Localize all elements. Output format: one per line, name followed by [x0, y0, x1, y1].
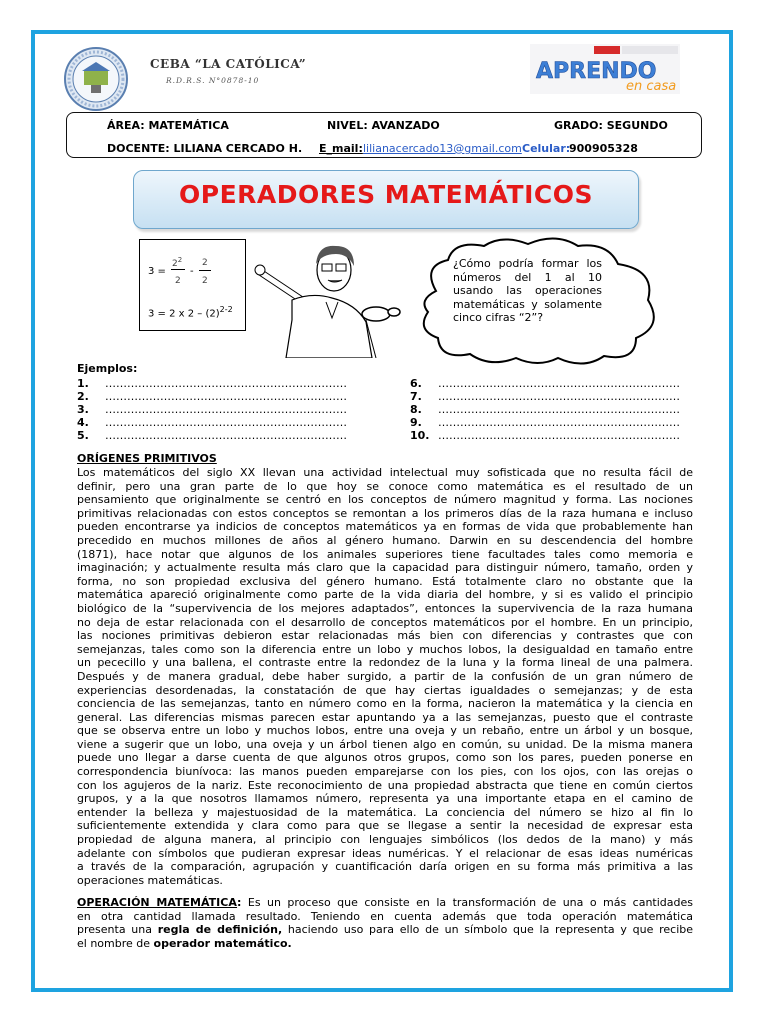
example-line: 1. …………………………………………………………	[77, 377, 347, 390]
operacion-heading: OPERACIÓN MATEMÁTICA	[77, 896, 238, 909]
phone-label: Celular:	[522, 142, 571, 155]
paragraph-line: general. Las diferencias mismas parecen estar apuntando ya a las semejanzas, puesto que el contraste	[77, 710, 693, 724]
paragraph-line: suficientemente extendida y clara como para que se llegase a sentir la necesidad de expresar esta	[77, 819, 693, 833]
grade-label: GRADO: SEGUNDO	[554, 119, 668, 132]
school-seal-logo	[64, 47, 128, 111]
example-line: 6. …………………………………………………………	[410, 377, 680, 390]
paragraph-line: propiedad de alguna manera, al principio con lenguajes simbólicos (los dedos de la mano) y más	[77, 833, 693, 847]
operacion-line-2: en otra cantidad llamada resultado. Teniendo en cuenta además que toda operación matemática	[77, 909, 693, 923]
paragraph-line: biológico de la “supervivencia de los mejores adaptados”, entonces la supervivencia de la raza humana	[77, 601, 693, 615]
fraction-1-bar	[171, 269, 185, 270]
area-label: ÁREA: MATEMÁTICA	[107, 119, 229, 132]
paragraph-line: un pececillo y una ballena, el contraste entre la redondez de la luna y la forma lineal de una palmera.	[77, 656, 693, 670]
cloud-question: ¿Cómo podría formar los números del 1 al 10 usando las operaciones matemáticas y solamente cinco cifras “2”?	[453, 257, 602, 325]
fraction-2-denominator: 2	[202, 276, 208, 286]
school-resolution: R.D.R.S. N°0878-10	[166, 76, 260, 85]
email-label: E_mail:	[319, 142, 363, 155]
email-link[interactable]: lilianacercado13@gmail.com	[363, 142, 522, 155]
paragraph-line: puede uno llegar a darse cuenta de que algunos otros grupos, como son los pares, pueden ponerse en	[77, 751, 693, 765]
paragraph-line: Después y de manera gradual, debe haber surgido, a partir de la confusión de un gran número de	[77, 669, 693, 683]
operacion-line-3: presenta una regla de definición, haciendo uso para ello de un símbolo que la representa y que recibe	[77, 923, 693, 937]
equation-2: 3 = 2 x $2 - (2)^{2-2}$	[148, 305, 233, 320]
paragraph-line: precedido en muchos millones de años al género humano. Darwin en su descendencia del hombre	[77, 533, 693, 547]
operacion-paragraph	[77, 896, 693, 950]
origenes-heading: ORÍGENES PRIMITIVOS	[77, 452, 217, 465]
phone-number: 900905328	[569, 142, 638, 155]
operacion-line-1: OPERACIÓN MATEMÁTICA: Es un proceso que consiste en la transformación de una o más cantidades	[77, 896, 693, 909]
example-line: 2. …………………………………………………………	[77, 390, 347, 403]
minus-sign: -	[190, 266, 194, 277]
teacher-label: DOCENTE: LILIANA CERCADO H.	[107, 142, 303, 155]
paragraph-line: viene a sugerir que un lobo, una oveja y un árbol tienen algo en común, su unidad. De la misma manera	[77, 737, 693, 751]
example-line: 3. …………………………………………………………	[77, 403, 347, 416]
paragraph-line: semejanzas, tales como son la diferencia entre un lobo y muchos lobos, la desigualdad en tamaño entre	[77, 642, 693, 656]
course-info-box	[66, 112, 702, 158]
paragraph-line: Los matemáticos del siglo XX llevan una actividad intelectual muy sofisticada que no resulta fácil de	[77, 466, 693, 479]
title-banner	[133, 170, 639, 229]
paragraph-line: grupos, y a la que nosotros llamamos número, representa ya una importante etapa en el camino de	[77, 792, 693, 806]
paragraph-line: operaciones matemáticas.	[77, 873, 223, 887]
example-line: 9. …………………………………………………………	[410, 416, 680, 429]
fraction-1-numerator: $2^2$	[172, 256, 183, 269]
aprendo-en-casa-logo	[530, 44, 680, 94]
operacion-line-4: el nombre de operador matemático.	[77, 936, 292, 950]
paragraph-line: conciencia de las semejanzas, tanto en número como en la forma, nacieron la matemática y la ciencia en	[77, 697, 693, 711]
paragraph-line: forma, no son propiedad exclusiva del género humano. Está totalmente claro no obstante que la	[77, 574, 693, 588]
svg-text:APRENDO: APRENDO	[536, 59, 657, 84]
paragraph-line: pensamiento que originalmente se centró en los conceptos de número magnitud y forma. Las nociones	[77, 493, 693, 507]
fraction-2-numerator: 2	[202, 258, 208, 268]
example-line: 10. …………………………………………………………	[410, 429, 680, 442]
example-line: 5. …………………………………………………………	[77, 429, 347, 442]
fraction-2-bar	[199, 270, 211, 271]
equation-1-prefix: 3 =	[148, 266, 166, 277]
page-title: OPERADORES MATEMÁTICOS	[179, 180, 593, 209]
level-label: NIVEL: AVANZADO	[327, 119, 440, 132]
paragraph-line: las nociones primitivas debieron estar relacionadas más bien con diferencias y contrastes que con	[77, 629, 693, 643]
paragraph-line: a través de la comparación, agrupación y cuantificación daría origen en su forma más primitiva a las	[77, 860, 693, 874]
svg-text:en casa: en casa	[626, 79, 677, 94]
paragraph-line: con los agujeros de la nariz. Este reconocimiento de una propiedad abstracta que tiene en común ciertos	[77, 778, 693, 792]
paragraph-line: (1871), hace notar que algunos de los animales superiores tiene facultades tales como memoria e	[77, 547, 693, 561]
examples-title: Ejemplos:	[77, 362, 138, 375]
paragraph-line: pueden encontrarse ya indicios de conceptos matemáticos ya en formas de vida que probablemente han	[77, 520, 693, 534]
origenes-paragraph	[77, 466, 693, 887]
paragraph-line: matemática apareció originalmente como parte de la vida diaria del hombre, y si es valido el principio	[77, 588, 693, 602]
blackboard	[139, 239, 246, 331]
paragraph-line: no deja de estar relacionada con el desarrollo de conceptos matemáticos por el hombre. En un principio,	[77, 615, 693, 629]
school-name: CEBA “LA CATÓLICA”	[150, 57, 307, 71]
paragraph-line: que se observa entre un lobo y muchos lobos, entre una oveja y un rebaño, entre un árbol y un bosque,	[77, 724, 693, 738]
example-line: 8. …………………………………………………………	[410, 403, 680, 416]
paragraph-line: correspondencia biunívoca: las manos pueden emparejarse con los pies, con los ojos, con las orejas o	[77, 765, 693, 779]
paragraph-line: experiencias desordenadas, la constatación de que hay ciertas igualdades o semejanzas; y de esta	[77, 683, 693, 697]
example-line: 4. …………………………………………………………	[77, 416, 347, 429]
paragraph-line: primitivas relacionadas con estos conceptos se remontan a los primeros días de la raza humana e incluso	[77, 506, 693, 520]
paragraph-line: entender la belleza y majestuosidad de la matemática. La conciencia del número se hizo al fin lo	[77, 805, 693, 819]
paragraph-line: adelante con símbolos que pudieran expresar ideas numéricas. Y el relacionar de esas ideas numéricas	[77, 846, 693, 860]
fraction-1-denominator: 2	[175, 276, 181, 286]
paragraph-line: definir, pero una gran parte de lo que hoy se conoce como matemática es el resultado de un	[77, 479, 693, 493]
example-line: 7. …………………………………………………………	[410, 390, 680, 403]
paragraph-line: imaginación; y actualmente resulta más claro que la capacidad para distinguir número, tamaño, orden y	[77, 561, 693, 575]
